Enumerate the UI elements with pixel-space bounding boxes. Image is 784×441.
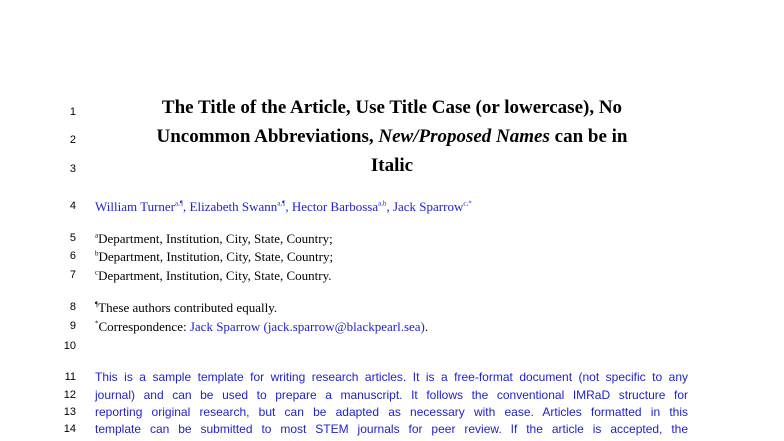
body-text-line: This is a sample template for writing research articles. It is a free-format document (not specific to any xyxy=(95,370,688,384)
line-number: 14 xyxy=(63,423,76,435)
correspondence-note xyxy=(95,319,428,335)
line-number: 12 xyxy=(63,389,76,401)
author-affiliation-mark: a,b xyxy=(378,199,387,208)
correspondence-contact-link[interactable]: Jack Sparrow (jack.sparrow@blackpearl.sea) xyxy=(189,319,425,334)
line-number: 10 xyxy=(63,340,76,352)
body-text-line: journal) and can be used to prepare a manuscript. It follows the conventional IMRaD structure for xyxy=(95,388,688,402)
author-name[interactable]: Elizabeth Swann xyxy=(189,199,278,214)
affiliation-mark: c xyxy=(95,268,99,277)
author-name[interactable]: Jack Sparrow xyxy=(392,199,464,214)
affiliation xyxy=(95,231,333,247)
note-text: These authors contributed equally. xyxy=(98,300,278,315)
author-separator: , xyxy=(183,199,190,214)
line-number: 2 xyxy=(69,134,76,146)
author-affiliation-mark: c,* xyxy=(463,199,472,208)
affiliation xyxy=(95,268,331,284)
author-separator: , xyxy=(285,199,292,214)
line-number: 9 xyxy=(69,320,76,332)
article-title-line-1: The Title of the Article, Use Title Case (or lowercase), No xyxy=(161,97,623,118)
title-text: Uncommon Abbreviations, xyxy=(156,126,379,147)
author-separator: , xyxy=(386,199,393,214)
line-number: 3 xyxy=(69,163,76,175)
line-number: 4 xyxy=(69,200,76,212)
line-number: 13 xyxy=(63,406,76,418)
line-number: 11 xyxy=(64,371,76,383)
line-number: 6 xyxy=(69,250,76,262)
body-text-line: template can be submitted to most STEM journals for peer review. If the article is accepted, the xyxy=(95,422,688,436)
correspondence-end: . xyxy=(424,319,429,334)
equal-contribution-note xyxy=(95,300,277,316)
affiliation-mark: a xyxy=(95,231,99,240)
author-list xyxy=(95,199,472,215)
affiliation-text: Department, Institution, City, State, Country; xyxy=(98,249,334,264)
affiliation xyxy=(95,249,333,265)
article-title-line-3: Italic xyxy=(370,155,414,176)
affiliation-mark: b xyxy=(95,249,99,258)
author-affiliation-mark: a,¶ xyxy=(277,199,286,208)
author-affiliation-mark: a,¶ xyxy=(175,199,184,208)
line-number: 5 xyxy=(69,232,76,244)
correspondence-label: Correspondence: xyxy=(98,319,190,334)
note-mark: * xyxy=(95,319,99,328)
title-italic-text: New/Proposed Names xyxy=(378,126,550,147)
title-text: can be in xyxy=(549,126,628,147)
author-name[interactable]: William Turner xyxy=(95,199,176,214)
line-number: 1 xyxy=(69,106,76,118)
author-name[interactable]: Hector Barbossa xyxy=(291,199,379,214)
line-number: 8 xyxy=(69,301,76,313)
note-mark: ¶ xyxy=(95,300,99,309)
body-text-line: reporting original research, but can be adapted as necessary with ease. Articles formatted in this xyxy=(95,405,688,419)
article-title-line-2 xyxy=(88,126,696,148)
line-number: 7 xyxy=(69,269,76,281)
affiliation-text: Department, Institution, City, State, Country. xyxy=(98,268,332,283)
affiliation-text: Department, Institution, City, State, Country; xyxy=(98,231,333,246)
